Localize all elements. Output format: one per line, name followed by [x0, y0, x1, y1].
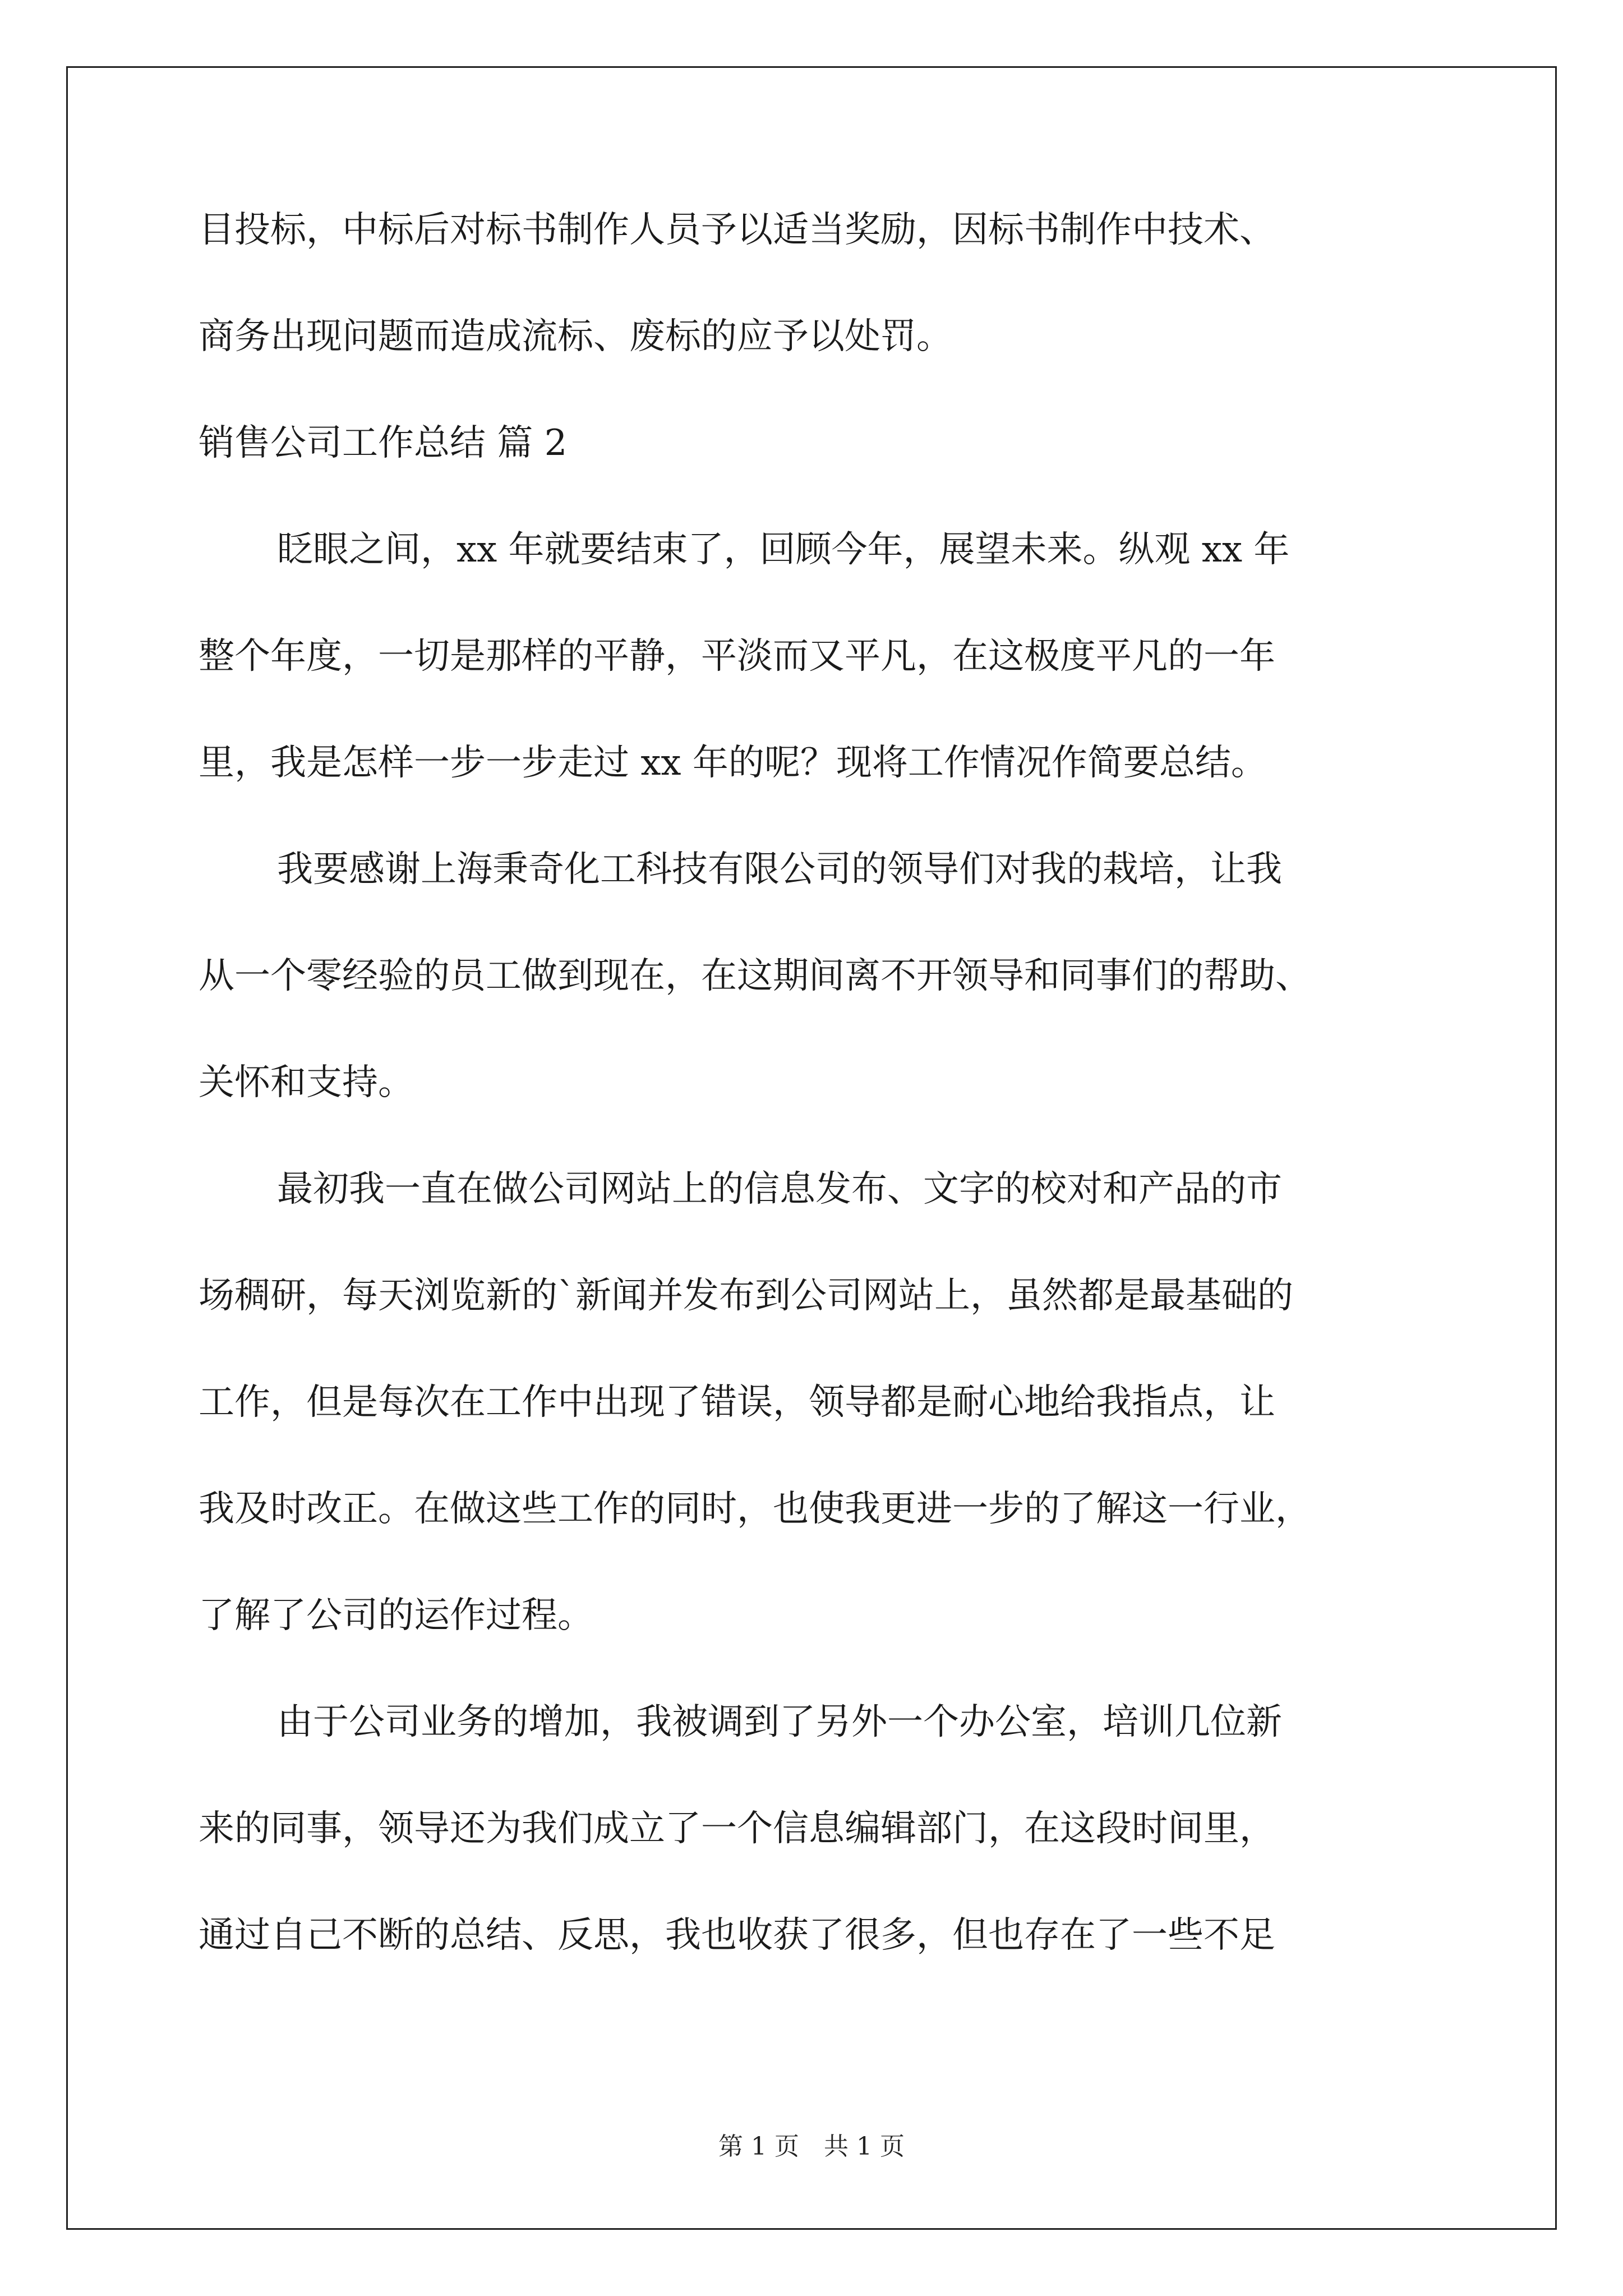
text-line: 里，我是怎样一步一步走过 xx 年的呢？现将工作情况作简要总结。 — [199, 742, 1267, 784]
text-line: 场稠研，每天浏览新的`新闻并发布到公司网站上，虽然都是最基础的 — [199, 1275, 1293, 1317]
text-line: 从一个零经验的员工做到现在，在这期间离不开领导和同事们的帮助、 — [199, 955, 1311, 997]
text-line: 了解了公司的运作过程。 — [199, 1595, 593, 1636]
paragraph-start-line: 由于公司业务的增加，我被调到了另外一个办公室，培训几位新 — [277, 1701, 1282, 1743]
paragraph-start-line: 眨眼之间，xx 年就要结束了，回顾今年，展望未来。纵观 xx 年 — [277, 529, 1290, 570]
page-footer: 第 1 页 共 1 页 — [718, 2132, 905, 2161]
text-line: 商务出现问题而造成流标、废标的应予以处罚。 — [199, 316, 952, 357]
paragraph-start-line: 我要感谢上海秉奇化工科技有限公司的领导们对我的栽培，让我 — [277, 849, 1282, 890]
text-line: 目投标，中标后对标书制作人员予以适当奖励，因标书制作中技术、 — [199, 209, 1275, 251]
text-line: 通过自己不断的总结、反思，我也收获了很多，但也存在了一些不足 — [199, 1915, 1275, 1956]
section-heading: 销售公司工作总结 篇 2 — [199, 422, 568, 464]
page-border — [66, 66, 1557, 2230]
paragraph-start-line: 最初我一直在做公司网站上的信息发布、文字的校对和产品的市 — [277, 1168, 1282, 1210]
text-line: 工作，但是每次在工作中出现了错误，领导都是耐心地给我指点，让 — [199, 1382, 1275, 1423]
text-line: 我及时改正。在做这些工作的同时，也使我更进一步的了解这一行业， — [199, 1488, 1311, 1530]
text-line: 关怀和支持。 — [199, 1062, 414, 1103]
text-line: 整个年度，一切是那样的平静，平淡而又平凡，在这极度平凡的一年 — [199, 636, 1275, 677]
text-line: 来的同事，领导还为我们成立了一个信息编辑部门，在这段时间里， — [199, 1808, 1275, 1849]
